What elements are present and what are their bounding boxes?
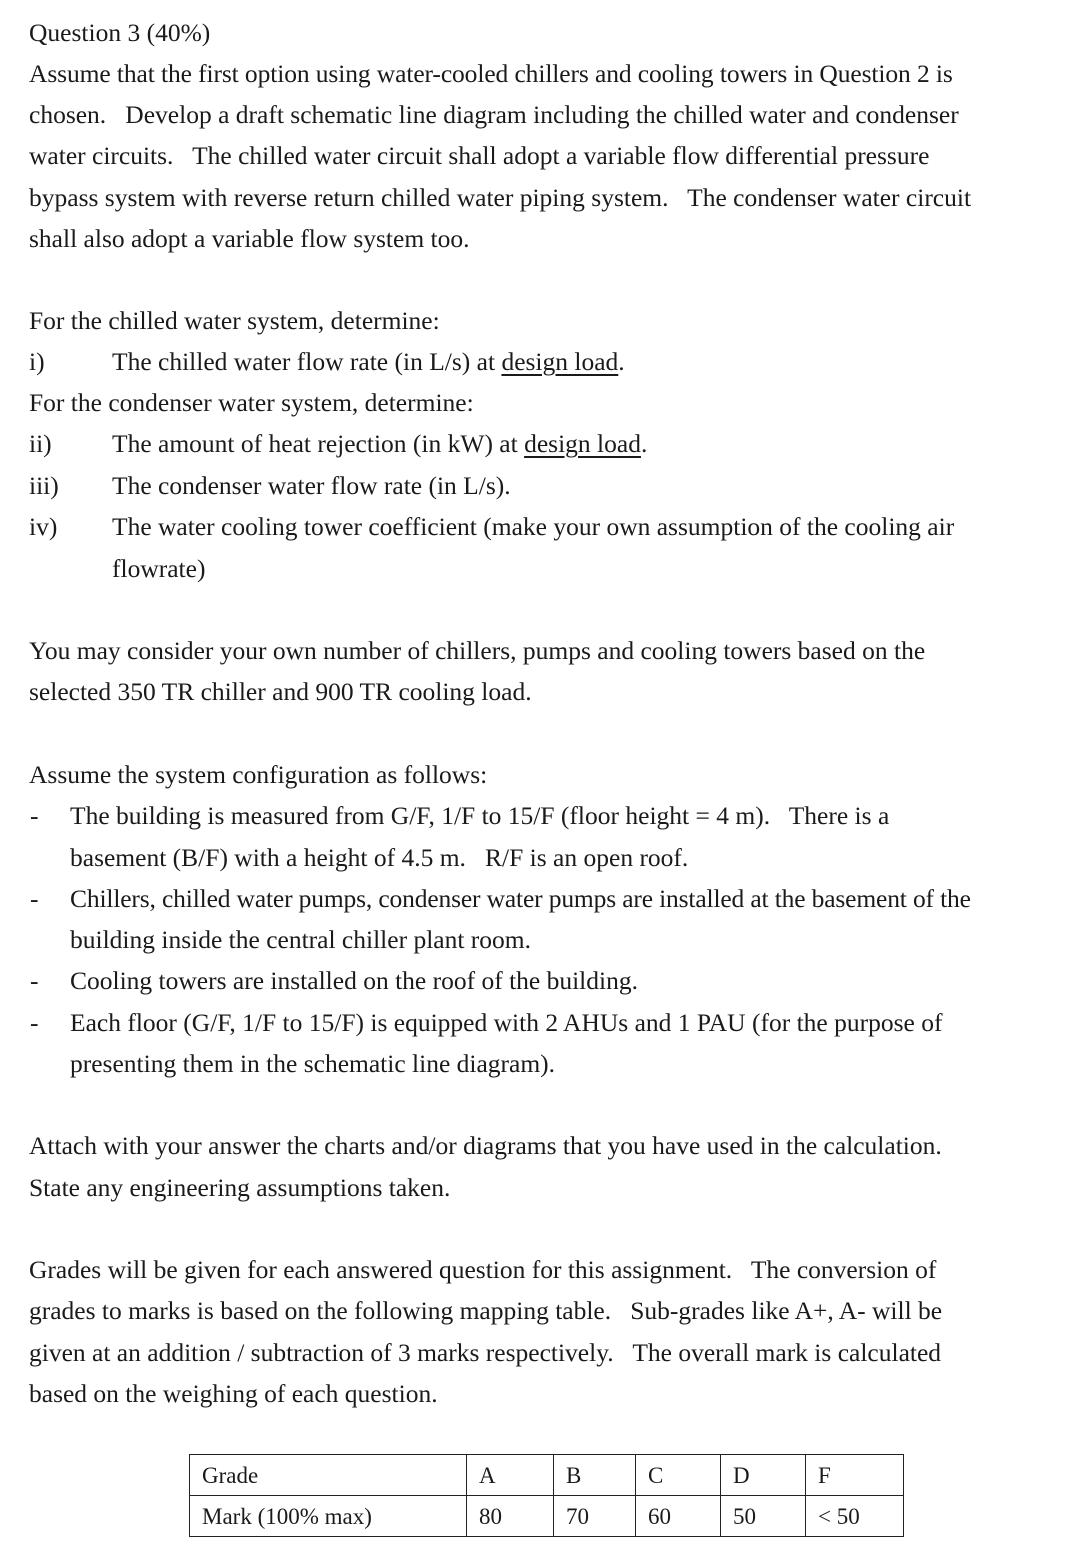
config-bullet-2-line-1: Chillers, chilled water pumps, condenser water pumps are installed at the basement of the bbox=[70, 884, 971, 913]
table-cell: 70 bbox=[554, 1496, 636, 1537]
bullet-dash: - bbox=[30, 1008, 39, 1037]
intro-line-1: Assume that the first option using water-cooled chillers and cooling towers in Question 2 is bbox=[29, 59, 953, 88]
config-heading: Assume the system configuration as follows: bbox=[29, 760, 488, 789]
config-bullet-1-line-1: The building is measured from G/F, 1/F to 15/F (floor height = 4 m). There is a bbox=[70, 801, 890, 830]
table-cell: Mark (100% max) bbox=[190, 1496, 467, 1537]
table-row bbox=[190, 1455, 904, 1496]
consider-line-2: selected 350 TR chiller and 900 TR cooling load. bbox=[29, 677, 532, 706]
item-ii-text: The amount of heat rejection (in kW) at design load. bbox=[112, 429, 648, 458]
item-i-text: The chilled water flow rate (in L/s) at design load. bbox=[112, 347, 625, 376]
intro-line-3: water circuits. The chilled water circuit shall adopt a variable flow differential pressure bbox=[29, 141, 930, 170]
table-cell: F bbox=[806, 1455, 904, 1496]
table-cell: B bbox=[554, 1455, 636, 1496]
attach-line-1: Attach with your answer the charts and/or diagrams that you have used in the calculation. bbox=[29, 1131, 942, 1160]
table-cell: A bbox=[467, 1455, 554, 1496]
bullet-dash: - bbox=[30, 884, 39, 913]
item-iii-label: iii) bbox=[29, 471, 59, 500]
intro-line-2: chosen. Develop a draft schematic line diagram including the chilled water and condenser bbox=[29, 100, 959, 129]
config-bullet-1-line-2: basement (B/F) with a height of 4.5 m. R/F is an open roof. bbox=[70, 843, 689, 872]
config-bullet-4-line-1: Each floor (G/F, 1/F to 15/F) is equipped with 2 AHUs and 1 PAU (for the purpose of bbox=[70, 1008, 943, 1037]
table-cell: < 50 bbox=[806, 1496, 904, 1537]
table-cell: C bbox=[636, 1455, 721, 1496]
table-row bbox=[190, 1496, 904, 1537]
grade-mapping-table bbox=[189, 1454, 904, 1537]
grading-line-3: given at an addition / subtraction of 3 marks respectively. The overall mark is calculated bbox=[29, 1338, 942, 1367]
bullet-dash: - bbox=[30, 966, 39, 995]
table-cell: 60 bbox=[636, 1496, 721, 1537]
config-bullet-4-line-2: presenting them in the schematic line diagram). bbox=[70, 1049, 556, 1078]
question-title: Question 3 (40%) bbox=[29, 18, 211, 47]
grading-line-1: Grades will be given for each answered question for this assignment. The conversion of bbox=[29, 1255, 937, 1284]
table-cell: D bbox=[721, 1455, 806, 1496]
config-bullet-3-line-1: Cooling towers are installed on the roof of the building. bbox=[70, 966, 638, 995]
item-i-label: i) bbox=[29, 347, 45, 376]
item-iv-text-1: The water cooling tower coefficient (make your own assumption of the cooling air bbox=[112, 512, 955, 541]
intro-line-4: bypass system with reverse return chilled water piping system. The condenser water circuit bbox=[29, 183, 972, 212]
consider-line-1: You may consider your own number of chillers, pumps and cooling towers based on the bbox=[29, 636, 926, 665]
table-cell: 80 bbox=[467, 1496, 554, 1537]
item-iii-text: The condenser water flow rate (in L/s). bbox=[112, 471, 511, 500]
config-bullet-2-line-2: building inside the central chiller plant room. bbox=[70, 925, 532, 954]
bullet-dash: - bbox=[30, 801, 39, 830]
grading-line-2: grades to marks is based on the following mapping table. Sub-grades like A+, A- will be bbox=[29, 1296, 943, 1325]
item-iv-label: iv) bbox=[29, 512, 58, 541]
chilled-heading: For the chilled water system, determine: bbox=[29, 306, 440, 335]
condenser-heading: For the condenser water system, determine: bbox=[29, 388, 474, 417]
table-cell: Grade bbox=[190, 1455, 467, 1496]
grading-line-4: based on the weighing of each question. bbox=[29, 1379, 438, 1408]
item-ii-label: ii) bbox=[29, 429, 52, 458]
table-cell: 50 bbox=[721, 1496, 806, 1537]
item-iv-text-2: flowrate) bbox=[112, 554, 206, 583]
intro-line-5: shall also adopt a variable flow system too. bbox=[29, 224, 470, 253]
attach-line-2: State any engineering assumptions taken. bbox=[29, 1173, 451, 1202]
